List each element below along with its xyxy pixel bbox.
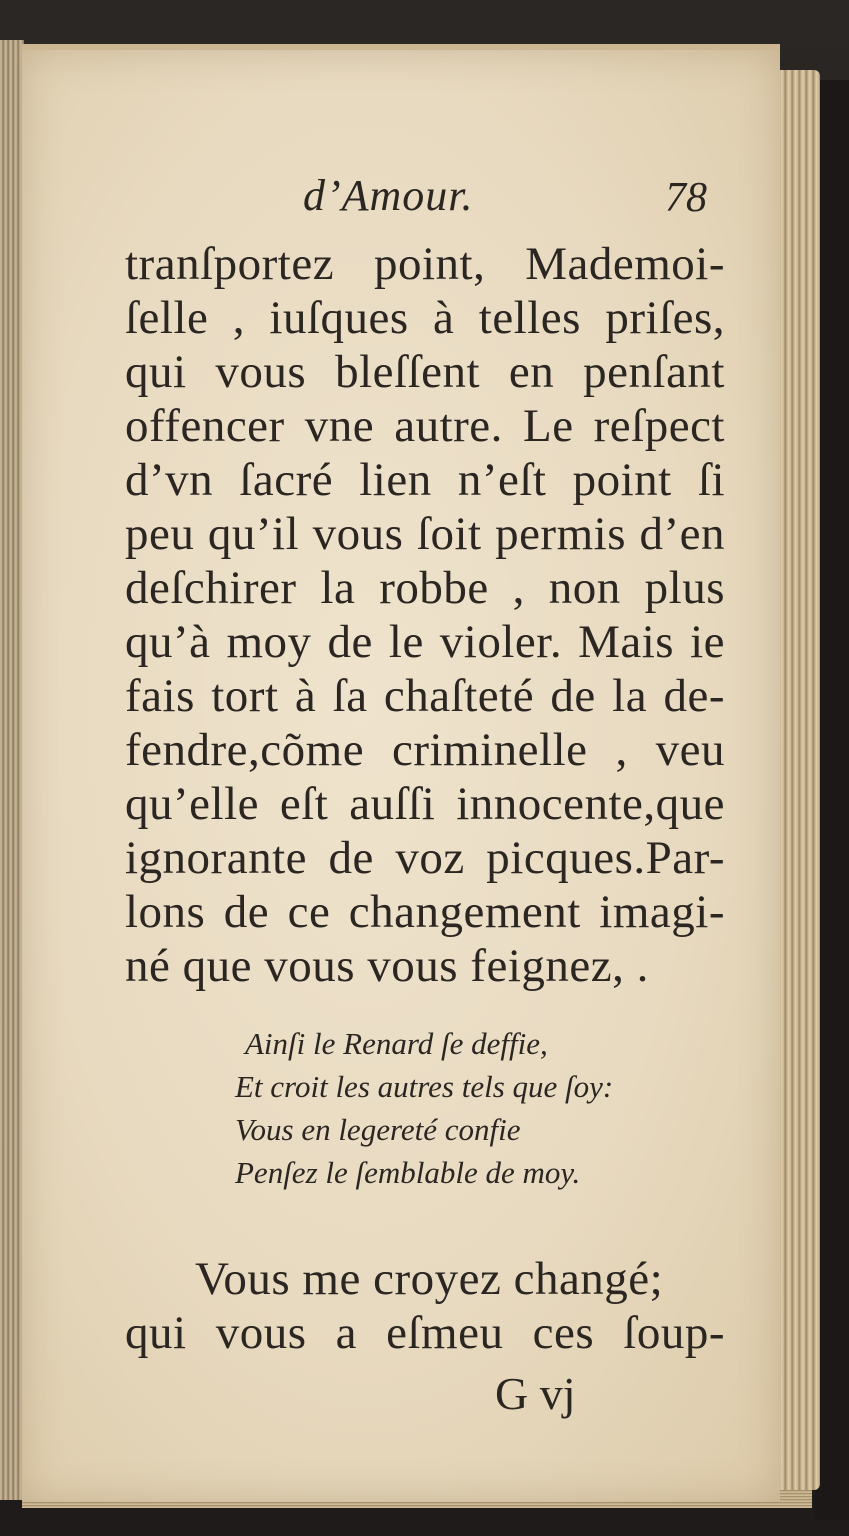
body-line: fendre,cõme criminelle , veu [125, 724, 725, 776]
verse-quatrain [235, 1022, 635, 1194]
book-page [22, 44, 780, 1502]
body-line: fais tort à ſa chaſteté de la de- [125, 670, 725, 722]
body-text [125, 237, 725, 993]
running-head: d’Amour. [303, 171, 474, 220]
left-page-edges [0, 40, 24, 1500]
page-header [105, 132, 725, 221]
verse-line: Et croit les autres tels que ſoy: [235, 1069, 614, 1104]
text-block [105, 132, 725, 1419]
body-line: qu’elle eſt auſſi innocente,que [125, 778, 725, 830]
body-line: qu’à moy de le violer. Mais ie [125, 616, 725, 668]
signature-mark: G vj [495, 1368, 576, 1419]
closing-line: Vous me croyez changé; [195, 1253, 664, 1305]
body-line: lons de ce changement imagi- [125, 886, 725, 938]
page-number: 78 [665, 175, 707, 221]
body-line: né que vous vous feignez, . [125, 940, 649, 992]
body-line: peu qu’il vous ſoit permis d’en [125, 508, 725, 560]
verse-line: Penſez le ſemblable de moy. [235, 1155, 581, 1190]
verse-line: Ainſi le Renard ſe deffie, [245, 1026, 548, 1061]
body-line: ignorante de voz picques.Par- [125, 832, 725, 884]
body-line: ſelle , iuſques à telles priſes, [125, 292, 725, 344]
verse-line: Vous en legereté confie [235, 1112, 521, 1147]
body-line: d’vn ſacré lien n’eſt point ſi [125, 454, 725, 506]
closing-text [125, 1252, 725, 1360]
body-line: offencer vne autre. Le reſpect [125, 400, 725, 452]
closing-line: qui vous a eſmeu ces ſoup- [125, 1307, 725, 1359]
body-line: qui vous bleſſent en penſant [125, 346, 725, 398]
body-line: deſchirer la robbe , non plus [125, 562, 725, 614]
right-shadow [815, 80, 849, 1520]
body-line: tranſportez point, Mademoi- [125, 238, 725, 290]
